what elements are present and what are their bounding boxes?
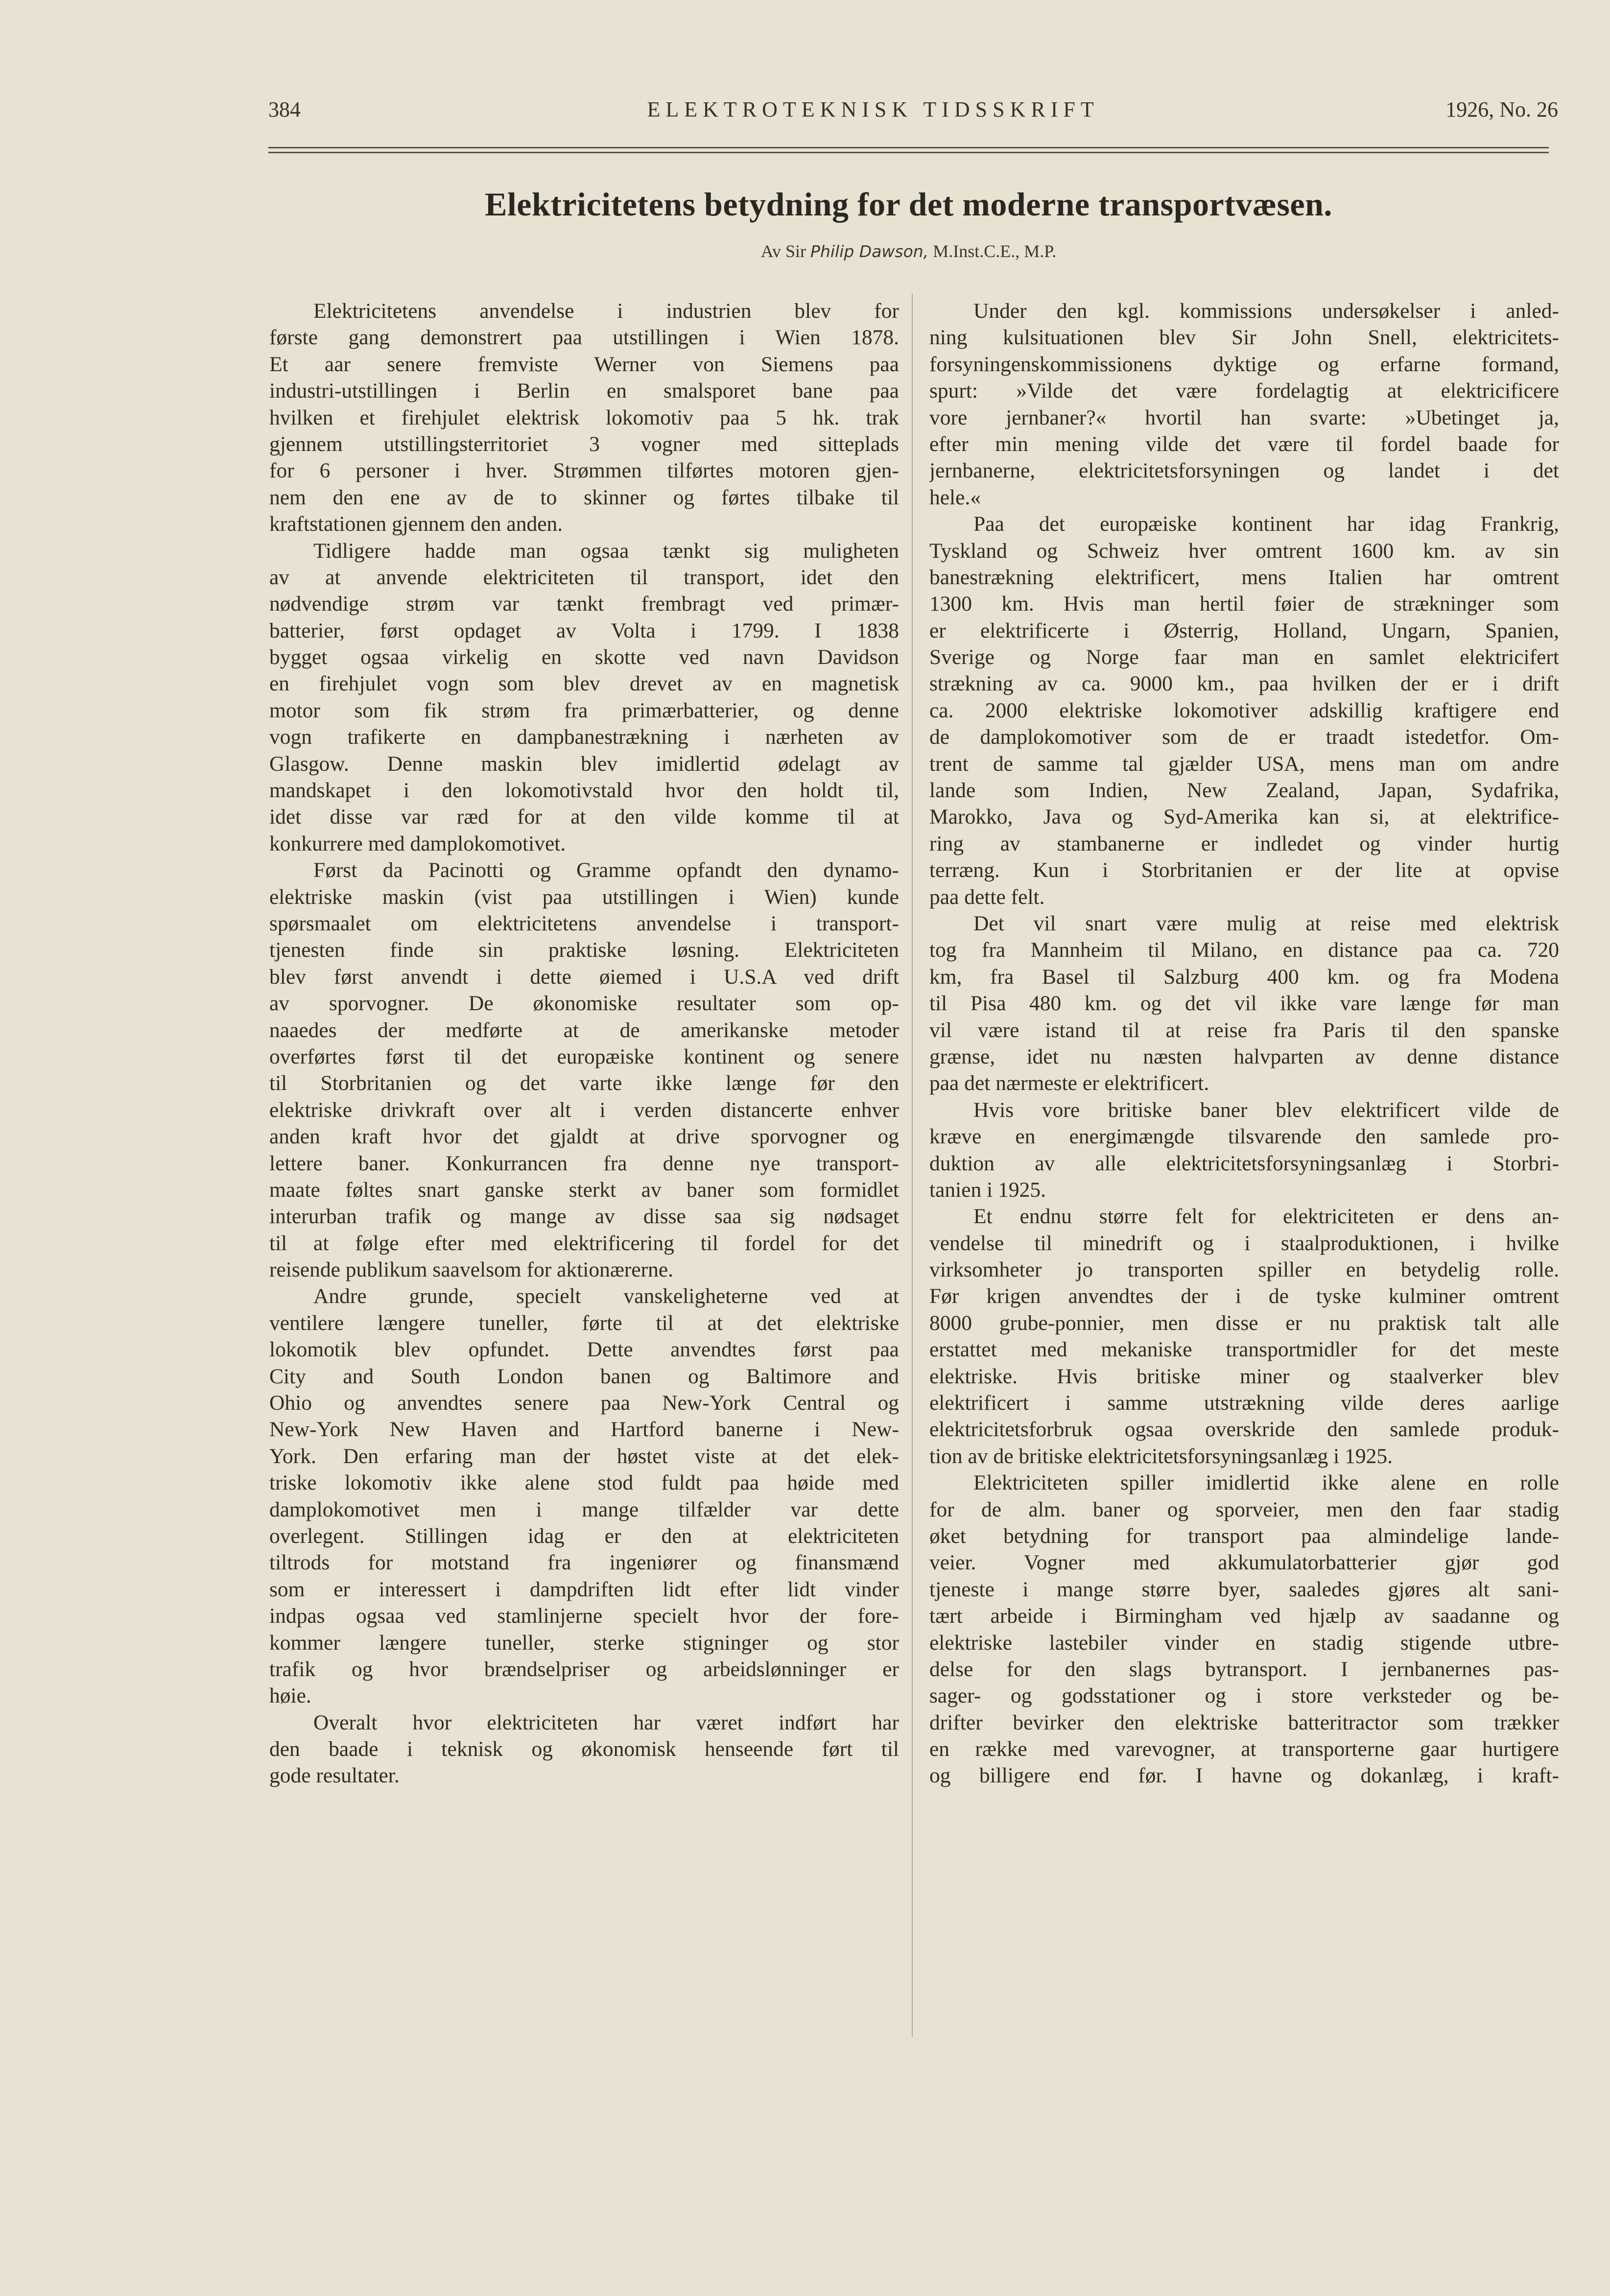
text-line: banestrækning elektrificert, mens Italien har omtrent: [929, 565, 1559, 589]
text-line: ring av stambanerne er indledet og vinder hurtig: [929, 831, 1559, 855]
text-line: lokomotik blev opfundet. Dette anvendtes først paa: [269, 1338, 899, 1362]
article-title: Elektricitetens betydning for det moderne transportvæsen.: [485, 186, 1332, 223]
text-line: lande som Indien, New Zealand, Japan, Sydafrika,: [929, 779, 1559, 803]
text-line: Et aar senere fremviste Werner von Siemens paa: [269, 352, 899, 376]
text-line: og billigere end før. I havne og dokanlæg, i kraft-: [929, 1764, 1559, 1788]
text-line: Elektricitetens anvendelse i industrien blev for: [313, 299, 899, 323]
text-line: Overalt hvor elektriciteten har været indført har: [313, 1710, 899, 1734]
text-line: elektriske. Hvis britiske miner og staalverker blev: [929, 1364, 1559, 1388]
text-line: blev først anvendt i dette øiemed i U.S.A ved drift: [269, 965, 899, 989]
text-line: Sverige og Norge faar man en samlet elektricifert: [929, 645, 1559, 669]
text-line: Elektriciteten spiller imidlertid ikke alene en rolle: [973, 1471, 1559, 1495]
text-line: Før krigen anvendtes der i de tyske kulminer omtrent: [929, 1284, 1559, 1308]
text-line: tiltrods for motstand fra ingeniører og finansmænd: [269, 1551, 899, 1575]
text-column-left: [269, 298, 899, 1789]
text-line: 8000 grube-ponnier, men disse er nu praktisk talt alle: [929, 1311, 1559, 1335]
text-line: forsyningenskommissionens dyktige og erfarne formand,: [929, 352, 1559, 376]
text-line: tanien i 1925.: [929, 1178, 1046, 1202]
text-line: lettere baner. Konkurrancen fra denne nye transport-: [269, 1151, 899, 1175]
text-line: Tyskland og Schweiz hver omtrent 1600 km. av sin: [929, 539, 1559, 563]
text-line: batterier, først opdaget av Volta i 1799. I 1838: [269, 618, 899, 642]
text-line: vendelse til minedrift og i staalproduktionen, i hvilke: [929, 1231, 1559, 1255]
text-line: sager- og godsstationer og i store verksteder og be-: [929, 1684, 1559, 1708]
text-line: overlegent. Stillingen idag er den at elektriciteten: [269, 1524, 899, 1548]
text-line: virksomheter jo transporten spiller en betydelig rolle.: [929, 1258, 1559, 1282]
text-line: tion av de britiske elektricitetsforsyningsanlæg i 1925.: [929, 1444, 1393, 1468]
text-line: den baade i teknisk og økonomisk henseende ført til: [269, 1737, 899, 1761]
text-line: triske lokomotiv ikke alene stod fuldt paa høide med: [269, 1471, 899, 1495]
text-line: maate føltes snart ganske sterkt av baner som formidlet: [269, 1178, 899, 1202]
text-line: til at følge efter med elektrificering til fordel for det: [269, 1231, 899, 1255]
text-line: som er interessert i dampdriften lidt efter lidt vinder: [269, 1577, 899, 1601]
text-line: tjenesten finde sin praktiske løsning. Elektriciteten: [269, 938, 899, 962]
text-line: mandskapet i den lokomotivstald hvor den holdt til,: [269, 779, 899, 803]
column-divider: [912, 294, 913, 2037]
text-line: trafik og hvor brændselpriser og arbeidslønninger er: [269, 1657, 899, 1681]
text-line: naaedes der medførte at de amerikanske metoder: [269, 1018, 899, 1042]
byline-author: Philip Dawson,: [810, 242, 929, 261]
text-line: efter min mening vilde det være til fordel baade for: [929, 432, 1559, 456]
text-line: vil være istand til at reise fra Paris til den spanske: [929, 1018, 1559, 1042]
header-rule-top: [268, 147, 1549, 148]
text-line: kræve en energimængde tilsvarende den samlede pro-: [929, 1125, 1559, 1149]
text-line: elektriske maskin (vist paa utstillingen i Wien) kunde: [269, 885, 899, 909]
text-line: idet disse var ræd for at den vilde komme til at: [269, 805, 899, 829]
text-line: spurt: »Vilde det være fordelagtig at elektricificere: [929, 379, 1559, 403]
text-line: tog fra Mannheim til Milano, en distance paa ca. 720: [929, 938, 1559, 962]
text-line: erstattet med mekaniske transportmidler for det meste: [929, 1338, 1559, 1362]
issue-number: 1926, No. 26: [1445, 97, 1558, 121]
text-line: km, fra Basel til Salzburg 400 km. og fra Modena: [929, 965, 1559, 989]
text-line: av at anvende elektriciteten til transport, idet den: [269, 565, 899, 589]
text-line: bygget ogsaa virkelig en skotte ved navn Davidson: [269, 645, 899, 669]
text-line: gjennem utstillingsterritoriet 3 vogner med sitteplads: [269, 432, 899, 456]
text-line: de damplokomotiver som de er traadt istedetfor. Om-: [929, 725, 1559, 749]
text-line: kommer længere tuneller, sterke stigninger og stor: [269, 1631, 899, 1655]
text-line: til Storbritanien og det varte ikke længe før den: [269, 1071, 899, 1095]
text-line: 1300 km. Hvis man hertil føier de strækninger som: [929, 592, 1559, 616]
text-line: Et endnu større felt for elektriciteten er dens an-: [973, 1205, 1559, 1229]
text-line: delse for den slags bytransport. I jernbanernes pas-: [929, 1657, 1559, 1681]
text-line: Paa det europæiske kontinent har idag Frankrig,: [973, 512, 1559, 536]
text-line: City and South London banen og Baltimore and: [269, 1364, 899, 1388]
text-line: konkurrere med damplokomotivet.: [269, 831, 566, 855]
text-line: Marokko, Java og Syd-Amerika kan si, at elektrifice-: [929, 805, 1559, 829]
text-line: anden kraft hvor det gjaldt at drive sporvogner og: [269, 1125, 899, 1149]
running-header: [268, 97, 1558, 127]
text-line: New-York New Haven and Hartford banerne i New-: [269, 1418, 899, 1442]
page-number: 384: [268, 97, 301, 121]
text-line: elektriske drivkraft over alt i verden distancerte enhver: [269, 1098, 899, 1122]
text-line: grænse, idet nu næsten halvparten av denne distance: [929, 1044, 1559, 1068]
text-line: Det vil snart være mulig at reise med elektrisk: [973, 911, 1559, 935]
text-line: trent de samme tal gjælder USA, mens man om andre: [929, 752, 1559, 776]
text-line: spørsmaalet om elektricitetens anvendelse i transport-: [269, 911, 899, 935]
text-line: første gang demonstrert paa utstillingen i Wien 1878.: [269, 326, 899, 350]
text-line: York. Den erfaring man der høstet viste at det elek-: [269, 1444, 899, 1468]
text-line: for de alm. baner og sporveier, men den faar stadig: [929, 1497, 1559, 1521]
text-line: Glasgow. Denne maskin blev imidlertid ødelagt av: [269, 752, 899, 776]
text-line: tjeneste i mange større byer, saaledes gjøres alt sani-: [929, 1577, 1559, 1601]
text-line: damplokomotivet men i mange tilfælder var dette: [269, 1497, 899, 1521]
text-line: Tidligere hadde man ogsaa tænkt sig muligheten: [313, 539, 899, 563]
text-line: en række med varevogner, at transporterne gaar hurtigere: [929, 1737, 1559, 1761]
text-line: er elektrificerte i Østerrig, Holland, Ungarn, Spanien,: [929, 618, 1559, 642]
byline-credentials: M.Inst.C.E., M.P.: [933, 241, 1057, 261]
text-line: Hvis vore britiske baner blev elektrificert vilde de: [973, 1098, 1559, 1122]
text-line: nem den ene av de to skinner og førtes tilbake til: [269, 485, 899, 509]
byline-prefix: Av Sir: [760, 241, 806, 261]
text-line: nødvendige strøm var tænkt frembragt ved primær-: [269, 592, 899, 616]
text-line: drifter bevirker den elektriske batteritractor som trækker: [929, 1710, 1559, 1734]
text-line: hele.«: [929, 485, 981, 509]
text-line: interurban trafik og mange av disse saa sig nødsaget: [269, 1205, 899, 1229]
text-line: strækning av ca. 9000 km., paa hvilken der er i drift: [929, 672, 1559, 696]
text-column-right: [929, 298, 1559, 1789]
text-line: overførtes først til det europæiske kontinent og senere: [269, 1044, 899, 1068]
text-line: Under den kgl. kommissions undersøkelser i anled-: [973, 299, 1559, 323]
byline: [268, 241, 1549, 261]
text-line: ning kulsituationen blev Sir John Snell, elektricitets-: [929, 326, 1559, 350]
text-line: vogn trafikerte en dampbanestrækning i nærheten av: [269, 725, 899, 749]
text-line: terræng. Kun i Storbritanien er der lite at opvise: [929, 858, 1559, 882]
text-line: til Pisa 480 km. og det vil ikke vare længe før man: [929, 992, 1559, 1016]
journal-title: ELEKTROTEKNISK TIDSSKRIFT: [647, 97, 1099, 121]
text-line: elektrificert i samme utstrækning vilde deres aarlige: [929, 1391, 1559, 1415]
text-line: vore jernbaner?« hvortil han svarte: »Ubetinget ja,: [929, 405, 1559, 429]
text-line: en firehjulet vogn som blev drevet av en magnetisk: [269, 672, 899, 696]
text-line: gode resultater.: [269, 1764, 400, 1788]
text-line: elektriske lastebiler vinder en stadig stigende utbre-: [929, 1631, 1559, 1655]
text-line: industri-utstillingen i Berlin en smalsporet bane paa: [269, 379, 899, 403]
text-line: Først da Pacinotti og Gramme opfandt den dynamo-: [313, 858, 899, 882]
text-line: paa det nærmeste er elektrificert.: [929, 1071, 1209, 1095]
text-line: Andre grunde, specielt vanskeligheterne ved at: [313, 1284, 899, 1308]
text-line: duktion av alle elektricitetsforsyningsanlæg i Storbri-: [929, 1151, 1559, 1175]
text-line: tært arbeide i Birmingham ved hjælp av saadanne og: [929, 1604, 1559, 1628]
text-line: kraftstationen gjennem den anden.: [269, 512, 563, 536]
text-line: reisende publikum saavelsom for aktionærerne.: [269, 1258, 674, 1282]
text-line: hvilken et firehjulet elektrisk lokomotiv paa 5 hk. trak: [269, 405, 899, 429]
text-line: høie.: [269, 1684, 311, 1708]
text-line: Ohio og anvendtes senere paa New-York Central og: [269, 1391, 899, 1415]
text-line: ca. 2000 elektriske lokomotiver adskillig kraftigere end: [929, 698, 1559, 722]
text-line: øket betydning for transport paa almindelige lande-: [929, 1524, 1559, 1548]
text-line: av sporvogner. De økonomiske resultater som op-: [269, 992, 899, 1016]
text-line: indpas ogsaa ved stamlinjerne specielt hvor der fore-: [269, 1604, 899, 1628]
text-line: ventilere længere tuneller, førte til at det elektriske: [269, 1311, 899, 1335]
text-line: paa dette felt.: [929, 885, 1045, 909]
text-line: motor som fik strøm fra primærbatterier, og denne: [269, 698, 899, 722]
text-line: jernbanerne, elektricitetsforsyningen og landet i det: [929, 459, 1559, 483]
text-line: for 6 personer i hver. Strømmen tilførtes motoren gjen-: [269, 459, 899, 483]
text-line: elektricitetsforbruk ogsaa overskride den samlede produk-: [929, 1418, 1559, 1442]
header-rule-bottom: [268, 152, 1549, 153]
text-line: veier. Vogner med akkumulatorbatterier gjør god: [929, 1551, 1559, 1575]
